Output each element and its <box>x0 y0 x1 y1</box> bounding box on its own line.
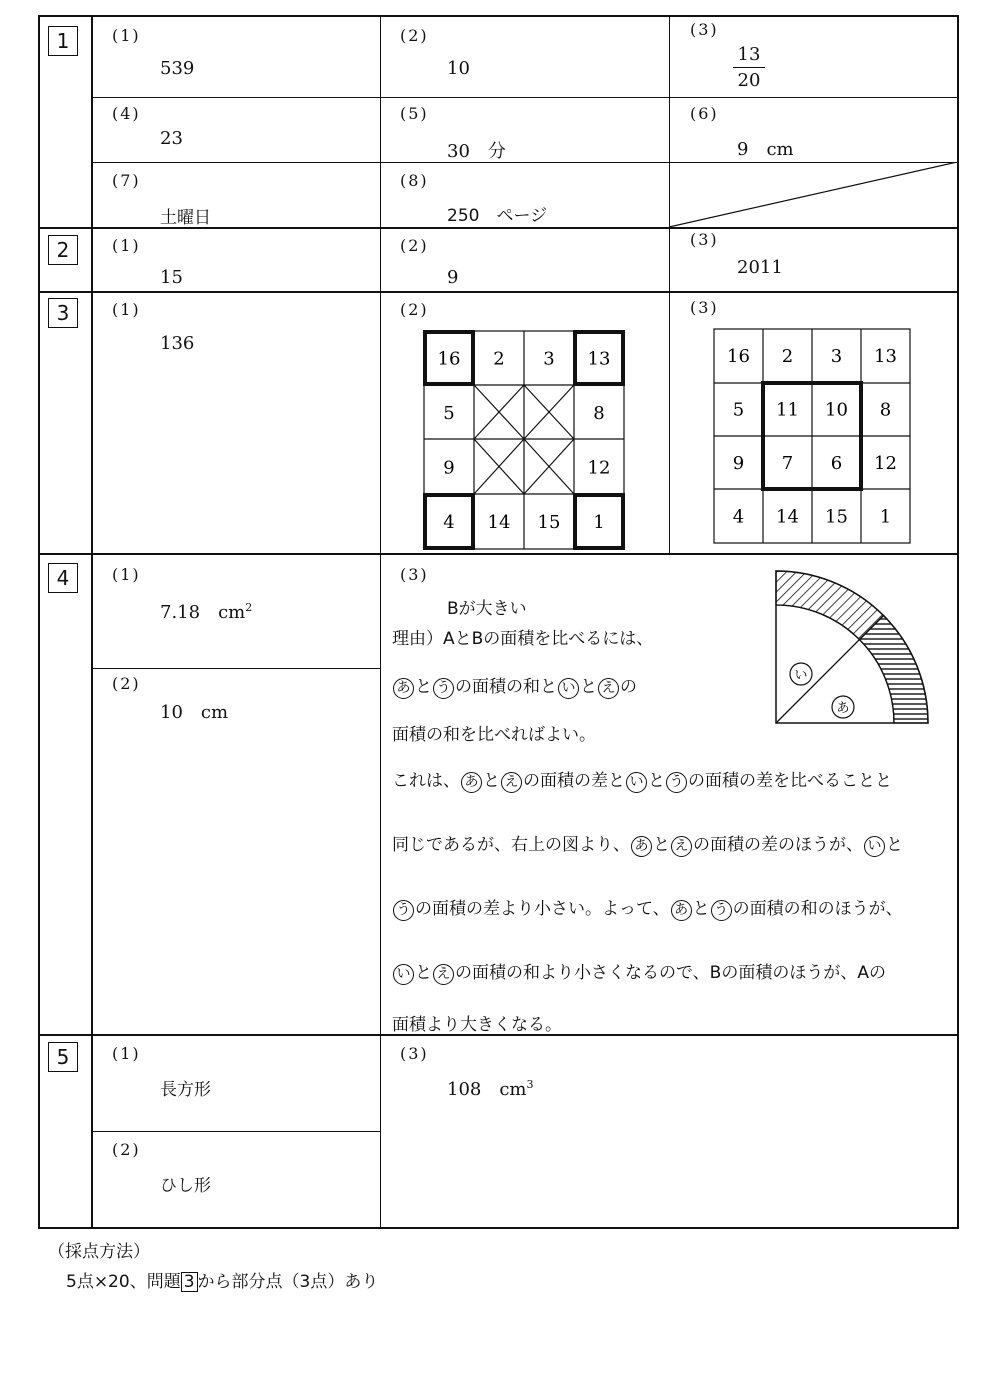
scoring-text <box>66 1267 378 1292</box>
question-number-2: 2 <box>48 235 78 265</box>
text-to: と <box>886 835 903 855</box>
circled-a: あ <box>631 836 652 857</box>
question-number-5: 5 <box>48 1042 78 1072</box>
scoring-text-a: 5点×20、問題 <box>66 1272 181 1292</box>
text-l4b: の面積の差と <box>523 771 625 791</box>
magic-cell: 13 <box>874 345 897 367</box>
q5-3-label: (3) <box>400 1044 429 1063</box>
circled-i: い <box>864 836 885 857</box>
q2-3-answer: 2011 <box>737 257 783 278</box>
circled-u: う <box>711 900 732 921</box>
empty-cell-diagonal <box>669 162 958 228</box>
q1-1-answer: 539 <box>160 58 195 79</box>
q3-2-label: (2) <box>400 300 429 319</box>
text-to: と <box>653 835 670 855</box>
q5-3-answer <box>447 1075 534 1101</box>
q4-2-label: (2) <box>112 674 141 693</box>
circled-i: い <box>626 772 647 793</box>
magic-cell: 15 <box>537 511 561 533</box>
reason-line-1: 理由）AとBの面積を比べるには、 <box>392 629 654 649</box>
q1-7-label: (7) <box>112 171 141 190</box>
text-l7a: の面積の和より小さくなるので、Bの面積のほうが、Aの <box>455 963 886 983</box>
reason-line-4 <box>392 766 892 793</box>
q4-3-label: (3) <box>400 565 429 584</box>
magic-cell: 1 <box>593 511 605 533</box>
figure-label-i: い <box>794 668 808 683</box>
magic-cell: 2 <box>781 345 794 367</box>
q5-2-label: (2) <box>112 1140 141 1159</box>
magic-cell: 2 <box>493 348 505 370</box>
question-number-4: 4 <box>48 563 78 593</box>
q2-3-label: (3) <box>690 230 719 249</box>
magic-cell: 9 <box>443 457 455 479</box>
circled-i: い <box>558 678 579 699</box>
text-l6b: の面積の和のほうが、 <box>732 899 903 919</box>
magic-cell: 11 <box>776 399 799 421</box>
magic-cell: 3 <box>830 345 843 367</box>
q1-3-denominator: 20 <box>737 70 761 91</box>
q1-2-answer: 10 <box>447 58 470 79</box>
magic-cell: 8 <box>593 402 605 424</box>
magic-cell: 14 <box>487 511 511 533</box>
q1-4-label: (4) <box>112 104 141 123</box>
magic-cell: 15 <box>825 506 848 528</box>
magic-cell: 9 <box>732 452 745 474</box>
text-to: と <box>692 899 710 919</box>
reason-line-8: 面積より大きくなる。 <box>392 1015 562 1035</box>
text-l4c: の面積の差を比べることと <box>688 771 892 791</box>
magic-cell: 16 <box>437 348 461 370</box>
text-no: の <box>620 677 637 697</box>
q3-3-label: (3) <box>690 298 719 317</box>
magic-cell: 8 <box>879 399 892 421</box>
magic-cell: 5 <box>443 402 455 424</box>
q5-2-answer: ひし形 <box>160 1176 211 1196</box>
q5-1-label: (1) <box>112 1044 141 1063</box>
q4-1-label: (1) <box>112 565 141 584</box>
q2-1-answer: 15 <box>160 267 183 288</box>
circled-e: え <box>598 678 619 699</box>
magic-square-3 <box>711 326 913 546</box>
text-l5a: 同じであるが、右上の図より、 <box>392 835 630 855</box>
reason-line-3: 面積の和を比べればよい。 <box>392 725 596 745</box>
circled-a: あ <box>671 900 692 921</box>
q2-2-label: (2) <box>400 236 429 255</box>
scoring-boxed-number: 3 <box>181 1272 198 1292</box>
q4-3-answer: Bが大きい <box>447 599 527 619</box>
text-l6a: の面積の差より小さい。よって、 <box>415 899 670 919</box>
q3-1-label: (1) <box>112 300 141 319</box>
circled-e: え <box>501 772 522 793</box>
text-to: と <box>415 963 432 983</box>
circled-a: あ <box>393 678 414 699</box>
magic-cell: 14 <box>776 506 799 528</box>
magic-cell: 1 <box>879 506 892 528</box>
q5-3-unit-sup: 3 <box>526 1078 534 1091</box>
magic-cell: 13 <box>587 348 611 370</box>
circled-u: う <box>393 900 414 921</box>
reason-line-6 <box>392 894 903 921</box>
circled-u: う <box>666 772 687 793</box>
magic-cell: 5 <box>732 399 745 421</box>
q1-6-label: (6) <box>690 104 719 123</box>
q1-1-label: (1) <box>112 26 141 45</box>
text-to: と <box>483 771 500 791</box>
q1-7-answer: 土曜日 <box>160 208 211 228</box>
text-wa: の面積の和と <box>455 677 557 697</box>
text-l5b: の面積の差のほうが、 <box>693 835 863 855</box>
circled-u: う <box>433 678 454 699</box>
q1-3-label: (3) <box>690 20 719 39</box>
q2-2-answer: 9 <box>447 267 459 288</box>
q1-5-answer: 30 分 <box>447 141 506 162</box>
magic-cell: 7 <box>781 452 794 474</box>
q4-2-answer: 10 cm <box>160 702 229 723</box>
circled-e: え <box>433 964 454 985</box>
magic-cell: 10 <box>825 399 848 421</box>
q4-1-unit-sup: 2 <box>245 601 253 614</box>
q4-1-answer-text: 7.18 cm <box>160 602 246 623</box>
text-l4a: これは、 <box>392 771 460 791</box>
circled-a: あ <box>461 772 482 793</box>
reason-line-5 <box>392 830 903 857</box>
q1-3-numerator: 13 <box>737 44 761 65</box>
magic-cell: 16 <box>727 345 750 367</box>
text-to: と <box>580 677 597 697</box>
magic-cell: 12 <box>874 452 897 474</box>
magic-square-2 <box>420 327 632 553</box>
magic-cell: 4 <box>443 511 455 533</box>
q5-1-answer: 長方形 <box>160 1080 211 1100</box>
scoring-text-b: から部分点（3点）あり <box>197 1272 379 1292</box>
magic-cell: 6 <box>830 452 843 474</box>
q1-8-answer: 250 ページ <box>447 206 548 226</box>
magic-cell: 12 <box>587 457 611 479</box>
magic-cell: 3 <box>543 348 555 370</box>
q3-1-answer: 136 <box>160 333 195 354</box>
text-to: と <box>648 771 665 791</box>
q1-8-label: (8) <box>400 171 429 190</box>
question-number-1: 1 <box>48 26 78 56</box>
circled-e: え <box>671 836 692 857</box>
figure-label-a: あ <box>836 701 850 716</box>
quarter-circle-figure <box>770 568 936 730</box>
q1-2-label: (2) <box>400 26 429 45</box>
magic-cell: 4 <box>732 506 745 528</box>
q4-1-answer <box>160 598 252 624</box>
circled-i: い <box>393 964 414 985</box>
q5-3-answer-text: 108 cm <box>447 1079 527 1100</box>
question-number-3: 3 <box>48 298 78 328</box>
q1-6-answer: 9 cm <box>737 139 794 160</box>
scoring-title: （採点方法） <box>48 1242 150 1262</box>
q1-5-label: (5) <box>400 104 429 123</box>
q2-1-label: (1) <box>112 236 141 255</box>
q1-3-fraction <box>733 44 765 91</box>
reason-line-7 <box>392 958 886 985</box>
text-to: と <box>415 677 432 697</box>
q1-4-answer: 23 <box>160 128 183 149</box>
reason-line-2 <box>392 672 637 699</box>
